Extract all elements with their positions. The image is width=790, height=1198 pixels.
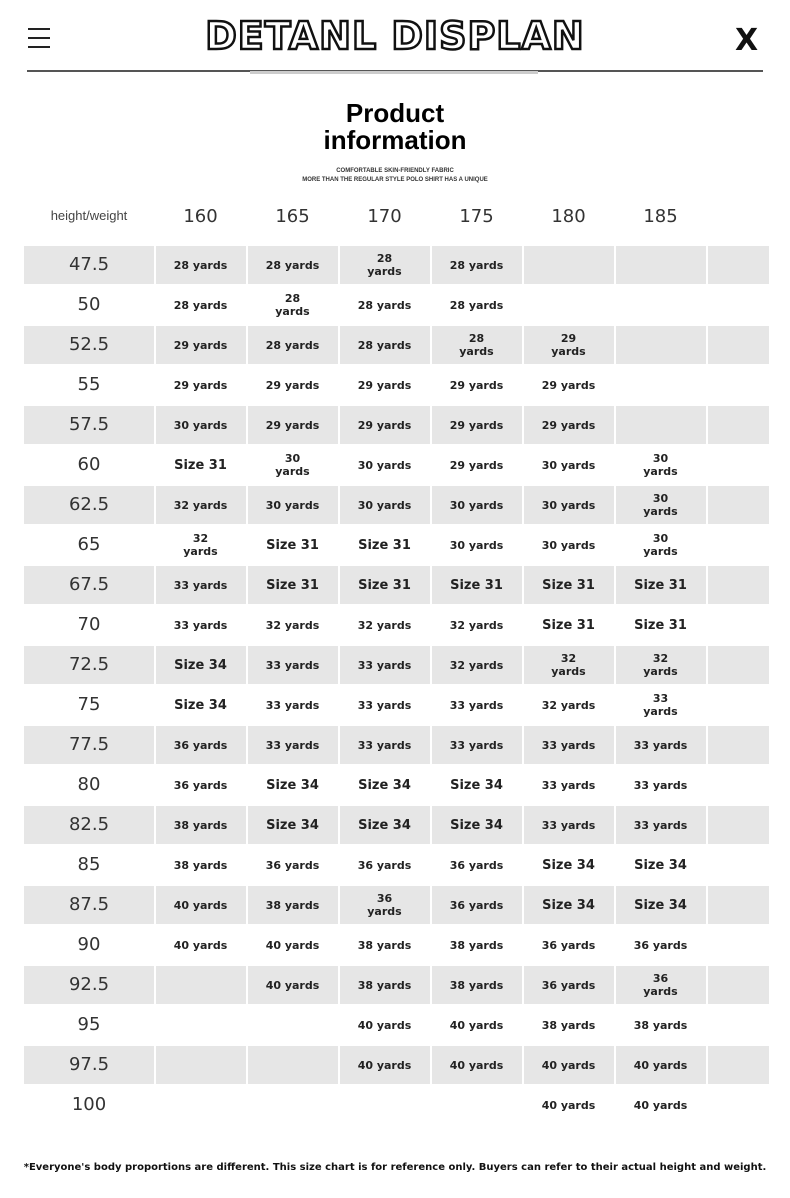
size-cell: 36 yards bbox=[173, 778, 228, 792]
size-cell bbox=[247, 1006, 338, 1044]
size-cell: 36 yards bbox=[367, 892, 402, 918]
size-cell: 28 yards bbox=[275, 292, 310, 318]
size-cell: Size 31 bbox=[174, 457, 227, 473]
size-cell: 29 yards bbox=[357, 378, 412, 392]
row-weight-label: 57.5 bbox=[68, 414, 110, 435]
table-row bbox=[24, 326, 769, 364]
header-divider-shade bbox=[250, 71, 538, 74]
row-weight-label: 80 bbox=[77, 774, 101, 795]
table-row bbox=[24, 726, 769, 764]
size-cell: 38 yards bbox=[265, 898, 320, 912]
size-cell: 40 yards bbox=[633, 1058, 688, 1072]
size-cell bbox=[155, 1006, 246, 1044]
size-cell: 28 yards bbox=[357, 298, 412, 312]
cell-divider bbox=[706, 1046, 708, 1084]
size-cell: 40 yards bbox=[265, 938, 320, 952]
size-cell: 36 yards bbox=[357, 858, 412, 872]
size-cell: Size 34 bbox=[542, 857, 595, 873]
size-cell bbox=[431, 1086, 522, 1124]
cell-divider bbox=[706, 726, 708, 764]
size-cell: 33 yards bbox=[541, 818, 596, 832]
size-cell: 40 yards bbox=[633, 1098, 688, 1112]
table-row bbox=[24, 926, 769, 964]
size-cell: Size 34 bbox=[358, 777, 411, 793]
table-row bbox=[24, 606, 769, 644]
size-cell: Size 34 bbox=[266, 777, 319, 793]
table-row bbox=[24, 1046, 769, 1084]
size-cell: Size 34 bbox=[450, 817, 503, 833]
size-cell: 40 yards bbox=[265, 978, 320, 992]
row-weight-label: 100 bbox=[71, 1094, 107, 1115]
size-cell: 29 yards bbox=[541, 378, 596, 392]
size-cell: Size 31 bbox=[450, 577, 503, 593]
size-cell: 28 yards bbox=[265, 258, 320, 272]
size-cell: 30 yards bbox=[357, 458, 412, 472]
top-bar bbox=[0, 0, 790, 80]
size-cell: 32 yards bbox=[449, 658, 504, 672]
size-cell: 33 yards bbox=[541, 778, 596, 792]
size-cell: Size 31 bbox=[266, 537, 319, 553]
size-cell: 29 yards bbox=[541, 418, 596, 432]
size-cell: 28 yards bbox=[265, 338, 320, 352]
size-cell bbox=[523, 286, 614, 324]
size-cell: 28 yards bbox=[357, 338, 412, 352]
column-header-185: 185 bbox=[643, 206, 678, 227]
size-cell: 38 yards bbox=[449, 938, 504, 952]
table-row bbox=[24, 766, 769, 804]
size-cell: 30 yards bbox=[449, 538, 504, 552]
size-cell: 38 yards bbox=[633, 1018, 688, 1032]
size-cell: 29 yards bbox=[173, 378, 228, 392]
size-cell bbox=[247, 1046, 338, 1084]
size-cell: Size 31 bbox=[266, 577, 319, 593]
cell-divider bbox=[706, 326, 708, 364]
table-row bbox=[24, 846, 769, 884]
row-weight-label: 60 bbox=[77, 454, 101, 475]
size-cell: 36 yards bbox=[265, 858, 320, 872]
size-cell: 36 yards bbox=[173, 738, 228, 752]
table-row bbox=[24, 806, 769, 844]
size-cell: 28 yards bbox=[459, 332, 494, 358]
size-cell: 36 yards bbox=[643, 972, 678, 998]
size-cell: 40 yards bbox=[357, 1018, 412, 1032]
size-cell: 40 yards bbox=[449, 1018, 504, 1032]
row-weight-label: 75 bbox=[77, 694, 101, 715]
size-cell: 36 yards bbox=[541, 938, 596, 952]
size-cell bbox=[615, 366, 706, 404]
size-cell: 30 yards bbox=[541, 538, 596, 552]
size-cell: 28 yards bbox=[173, 258, 228, 272]
cell-divider bbox=[706, 806, 708, 844]
size-cell: 32 yards bbox=[357, 618, 412, 632]
size-cell bbox=[615, 246, 706, 284]
size-cell: 40 yards bbox=[173, 938, 228, 952]
size-cell: 32 yards bbox=[551, 652, 586, 678]
size-cell: 30 yards bbox=[541, 458, 596, 472]
close-icon[interactable]: X bbox=[735, 23, 759, 58]
size-cell: 33 yards bbox=[449, 738, 504, 752]
size-cell: 28 yards bbox=[449, 298, 504, 312]
size-cell: 33 yards bbox=[633, 738, 688, 752]
table-row bbox=[24, 566, 769, 604]
size-cell: 33 yards bbox=[643, 692, 678, 718]
size-cell: Size 34 bbox=[174, 657, 227, 673]
size-cell: 29 yards bbox=[551, 332, 586, 358]
size-cell bbox=[523, 246, 614, 284]
row-weight-label: 67.5 bbox=[68, 574, 110, 595]
size-cell: 29 yards bbox=[449, 458, 504, 472]
size-cell: 40 yards bbox=[541, 1098, 596, 1112]
page-subtitle: COMFORTABLE SKIN-FRIENDLY FABRIC MORE THAN THE REGULAR STYLE POLO SHIRT HAS A UNIQUE bbox=[302, 168, 488, 183]
row-weight-label: 95 bbox=[77, 1014, 101, 1035]
size-cell: 33 yards bbox=[357, 658, 412, 672]
cell-divider bbox=[706, 406, 708, 444]
size-cell: 29 yards bbox=[265, 418, 320, 432]
row-weight-label: 90 bbox=[77, 934, 101, 955]
cell-divider bbox=[706, 486, 708, 524]
size-cell: Size 34 bbox=[542, 897, 595, 913]
size-cell: 32 yards bbox=[643, 652, 678, 678]
table-row bbox=[24, 446, 769, 484]
table-row bbox=[24, 1086, 769, 1124]
table-row bbox=[24, 286, 769, 324]
table-row bbox=[24, 366, 769, 404]
row-weight-label: 87.5 bbox=[68, 894, 110, 915]
size-cell: 38 yards bbox=[449, 978, 504, 992]
size-cell: 40 yards bbox=[541, 1058, 596, 1072]
footnote: *Everyone's body proportions are different. This size chart is for reference only. Buyers can refer to their actual height and weight. bbox=[23, 1162, 767, 1173]
table-row bbox=[24, 486, 769, 524]
row-weight-label: 47.5 bbox=[68, 254, 110, 275]
size-cell: 40 yards bbox=[173, 898, 228, 912]
column-header-160: 160 bbox=[183, 206, 218, 227]
row-weight-label: 55 bbox=[77, 374, 101, 395]
cell-divider bbox=[706, 246, 708, 284]
row-weight-label: 72.5 bbox=[68, 654, 110, 675]
size-cell: 30 yards bbox=[643, 452, 678, 478]
size-cell bbox=[615, 326, 706, 364]
size-cell: Size 31 bbox=[542, 617, 595, 633]
size-cell: 30 yards bbox=[275, 452, 310, 478]
size-cell: Size 31 bbox=[634, 617, 687, 633]
cell-divider bbox=[706, 886, 708, 924]
table-row bbox=[24, 966, 769, 1004]
size-cell: Size 34 bbox=[634, 897, 687, 913]
brand-logo: DETANL DISPLAN bbox=[205, 14, 585, 58]
row-weight-label: 62.5 bbox=[68, 494, 110, 515]
size-cell: 36 yards bbox=[633, 938, 688, 952]
size-cell: 38 yards bbox=[173, 818, 228, 832]
size-cell: 29 yards bbox=[449, 378, 504, 392]
row-weight-label: 97.5 bbox=[68, 1054, 110, 1075]
size-cell bbox=[615, 406, 706, 444]
column-header-165: 165 bbox=[275, 206, 310, 227]
table-row bbox=[24, 886, 769, 924]
size-cell: 33 yards bbox=[173, 578, 228, 592]
size-cell: 32 yards bbox=[265, 618, 320, 632]
table-row bbox=[24, 526, 769, 564]
size-cell: Size 31 bbox=[358, 577, 411, 593]
table-row bbox=[24, 406, 769, 444]
row-weight-label: 65 bbox=[77, 534, 101, 555]
size-cell: Size 31 bbox=[634, 577, 687, 593]
size-cell: 30 yards bbox=[541, 498, 596, 512]
size-cell: 29 yards bbox=[357, 418, 412, 432]
column-header-175: 175 bbox=[459, 206, 494, 227]
table-corner-label: height/weight bbox=[50, 208, 128, 223]
size-cell: 36 yards bbox=[449, 858, 504, 872]
size-cell: 33 yards bbox=[173, 618, 228, 632]
row-weight-label: 52.5 bbox=[68, 334, 110, 355]
size-cell: 38 yards bbox=[173, 858, 228, 872]
size-cell: 30 yards bbox=[173, 418, 228, 432]
size-cell: 36 yards bbox=[449, 898, 504, 912]
table-row bbox=[24, 686, 769, 724]
size-cell: 28 yards bbox=[449, 258, 504, 272]
size-cell: 33 yards bbox=[541, 738, 596, 752]
cell-divider bbox=[706, 646, 708, 684]
table-row bbox=[24, 646, 769, 684]
page-title: Product information bbox=[323, 98, 467, 155]
size-cell: 38 yards bbox=[357, 978, 412, 992]
size-cell: 30 yards bbox=[449, 498, 504, 512]
size-cell: Size 31 bbox=[358, 537, 411, 553]
size-cell bbox=[247, 1086, 338, 1124]
size-cell bbox=[155, 966, 246, 1004]
size-cell: 38 yards bbox=[357, 938, 412, 952]
size-cell: 33 yards bbox=[633, 778, 688, 792]
size-cell: Size 34 bbox=[450, 777, 503, 793]
size-cell: 38 yards bbox=[541, 1018, 596, 1032]
size-cell: 30 yards bbox=[265, 498, 320, 512]
size-cell: 33 yards bbox=[633, 818, 688, 832]
row-weight-label: 50 bbox=[77, 294, 101, 315]
table-row bbox=[24, 246, 769, 284]
size-cell: 30 yards bbox=[643, 532, 678, 558]
cell-divider bbox=[706, 566, 708, 604]
size-cell bbox=[155, 1086, 246, 1124]
size-cell: Size 34 bbox=[634, 857, 687, 873]
size-cell: 33 yards bbox=[265, 698, 320, 712]
row-weight-label: 77.5 bbox=[68, 734, 110, 755]
size-cell: 40 yards bbox=[357, 1058, 412, 1072]
size-cell: 36 yards bbox=[541, 978, 596, 992]
size-cell: 29 yards bbox=[173, 338, 228, 352]
row-weight-label: 70 bbox=[77, 614, 101, 635]
size-cell: 30 yards bbox=[643, 492, 678, 518]
size-cell: Size 34 bbox=[174, 697, 227, 713]
size-cell: 32 yards bbox=[173, 498, 228, 512]
cell-divider bbox=[706, 966, 708, 1004]
column-header-180: 180 bbox=[551, 206, 586, 227]
size-cell: 28 yards bbox=[367, 252, 402, 278]
size-cell: 40 yards bbox=[449, 1058, 504, 1072]
size-cell: 33 yards bbox=[357, 738, 412, 752]
size-cell bbox=[339, 1086, 430, 1124]
size-cell: 32 yards bbox=[183, 532, 218, 558]
row-weight-label: 92.5 bbox=[68, 974, 110, 995]
size-cell: 28 yards bbox=[173, 298, 228, 312]
size-cell: 29 yards bbox=[449, 418, 504, 432]
size-cell: 30 yards bbox=[357, 498, 412, 512]
column-header-170: 170 bbox=[367, 206, 402, 227]
size-cell: 32 yards bbox=[449, 618, 504, 632]
size-cell: 33 yards bbox=[265, 658, 320, 672]
size-cell: 33 yards bbox=[265, 738, 320, 752]
size-cell bbox=[615, 286, 706, 324]
size-cell: Size 34 bbox=[266, 817, 319, 833]
size-cell: Size 31 bbox=[542, 577, 595, 593]
size-cell: 29 yards bbox=[265, 378, 320, 392]
size-cell: 32 yards bbox=[541, 698, 596, 712]
row-weight-label: 85 bbox=[77, 854, 101, 875]
row-weight-label: 82.5 bbox=[68, 814, 110, 835]
size-cell: 33 yards bbox=[357, 698, 412, 712]
size-cell: Size 34 bbox=[358, 817, 411, 833]
size-cell bbox=[155, 1046, 246, 1084]
table-row bbox=[24, 1006, 769, 1044]
size-cell: 33 yards bbox=[449, 698, 504, 712]
